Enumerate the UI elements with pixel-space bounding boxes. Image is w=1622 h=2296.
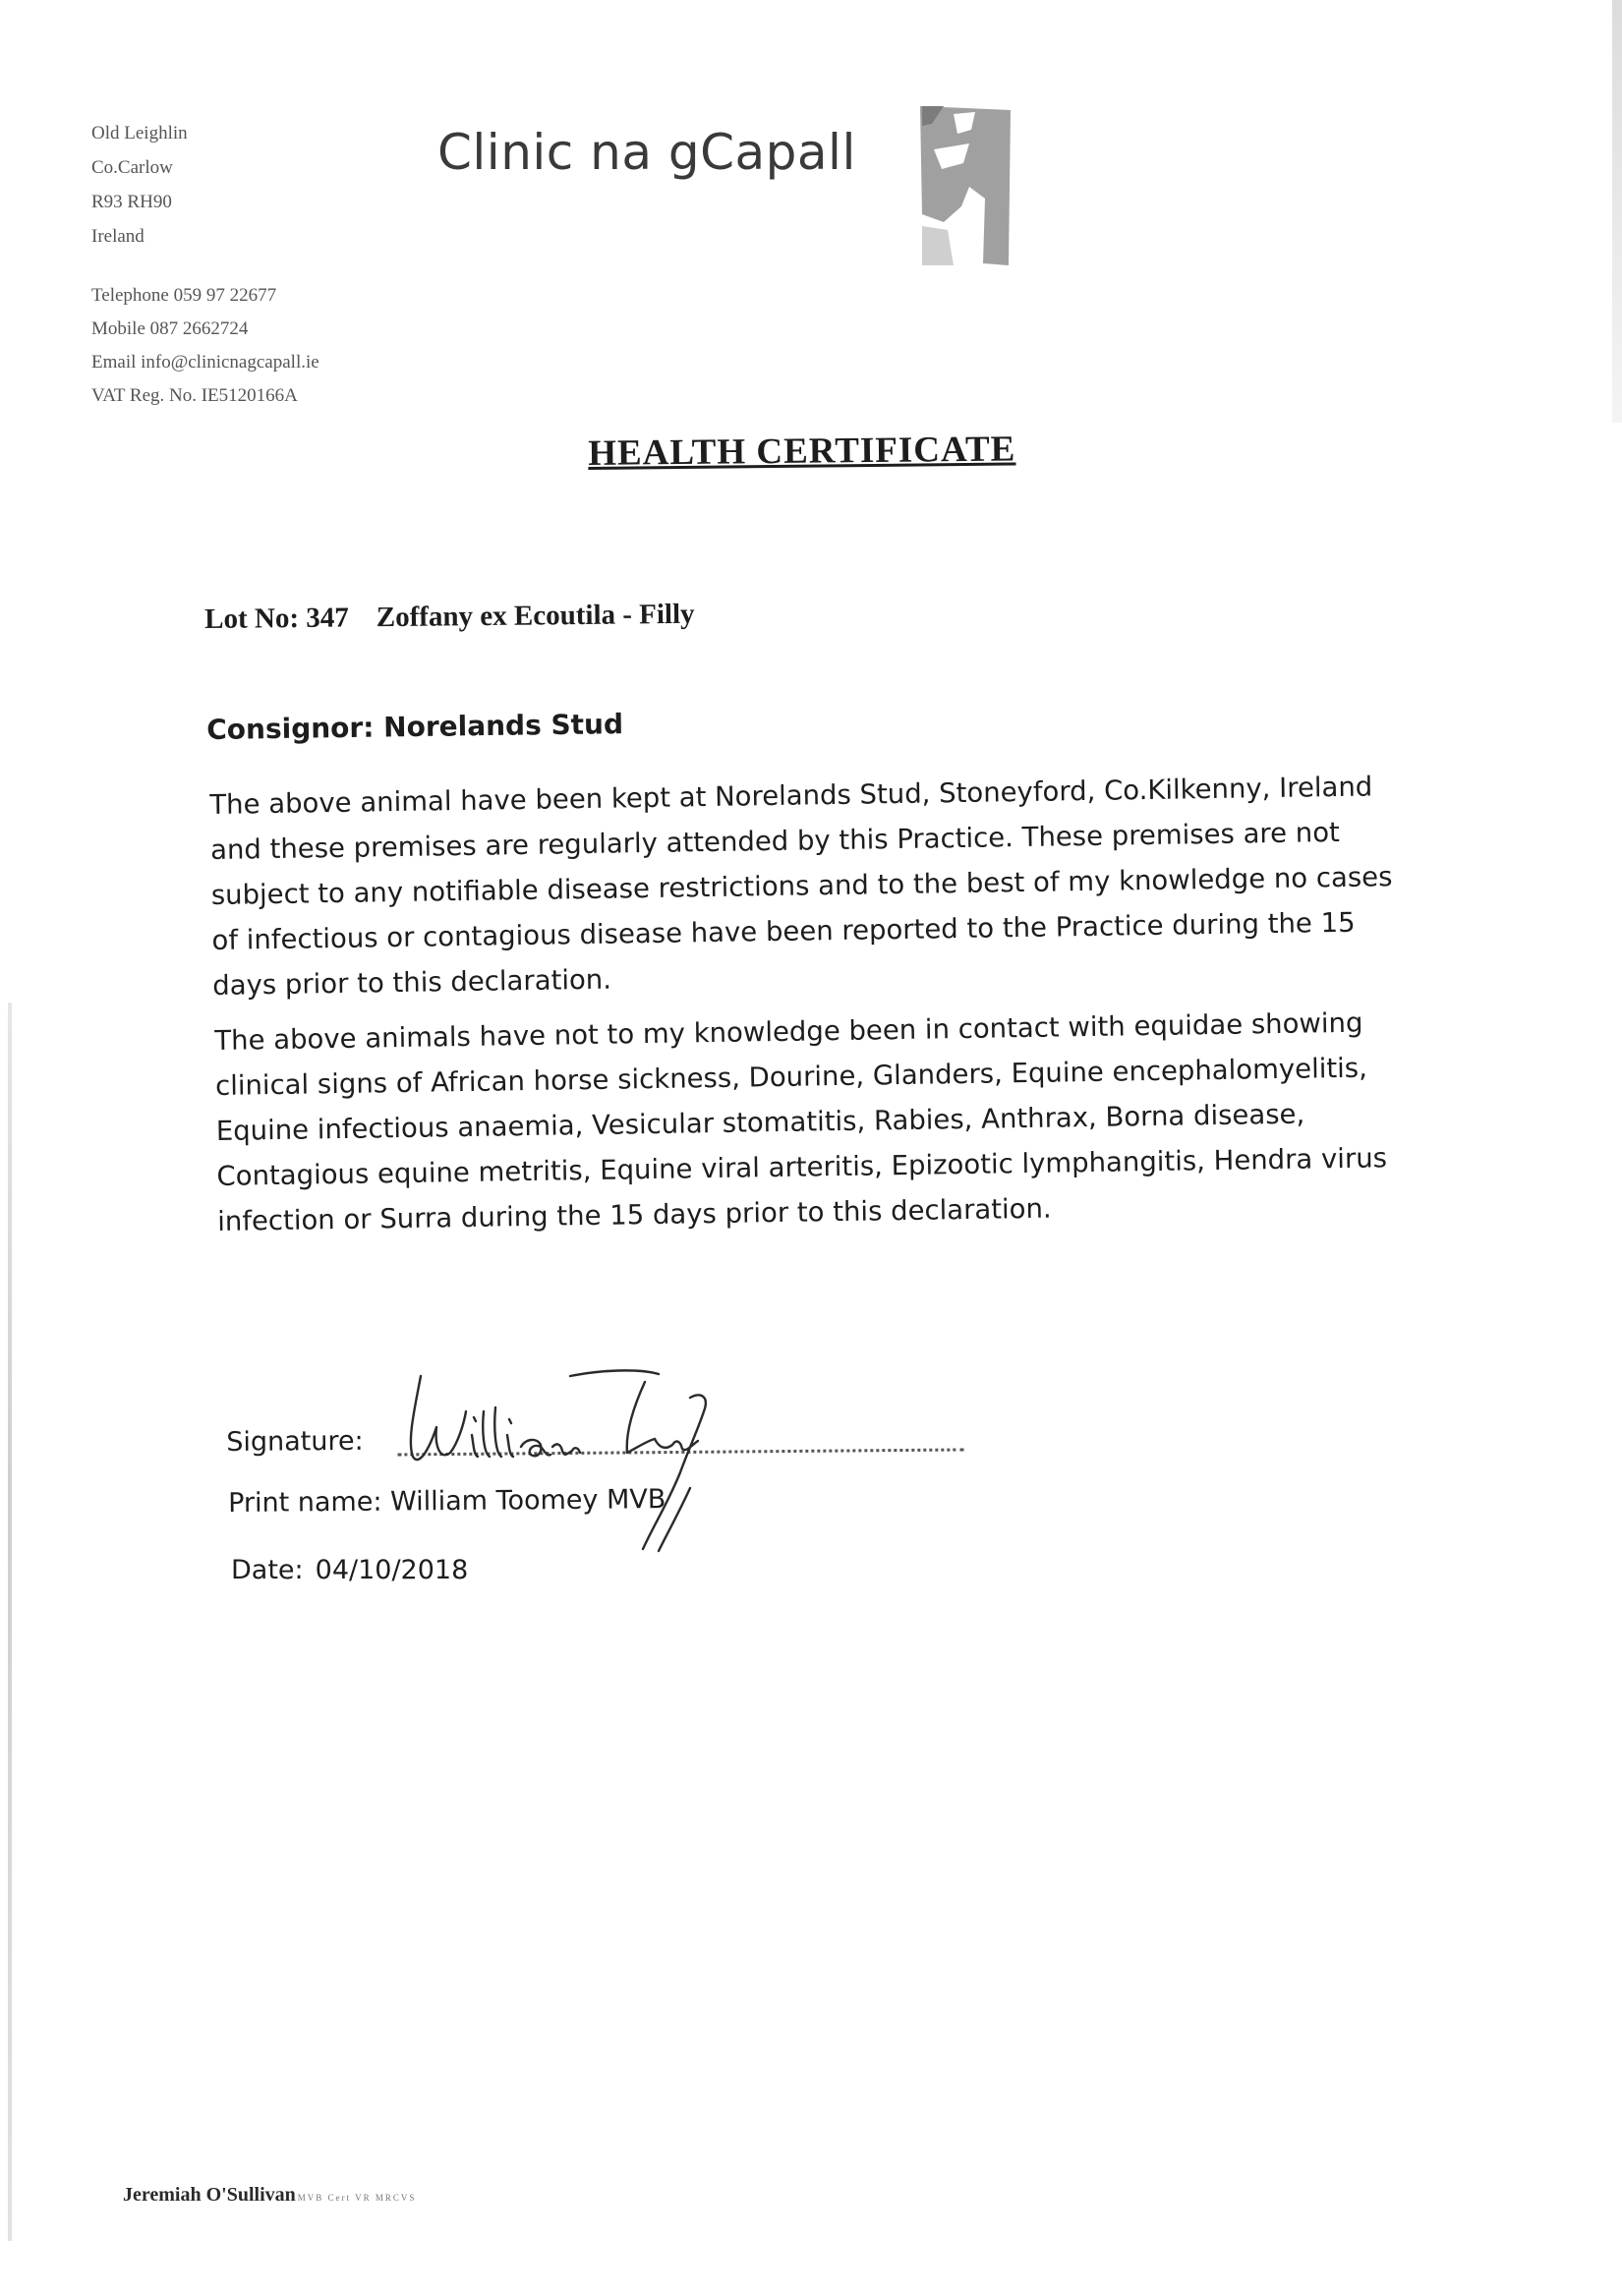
lot-line bbox=[204, 599, 695, 636]
footer-vet-qualifications: MVB Cert VR MRCVS bbox=[297, 2193, 417, 2203]
scan-edge-shadow-left bbox=[8, 1003, 12, 2241]
footer-vet-name: Jeremiah O'Sullivan bbox=[123, 2184, 296, 2206]
paragraph-line: days prior to this declaration. bbox=[212, 963, 612, 1002]
paragraph-line: The above animal have been kept at Norelands Stud, Stoneyford, Co.Kilkenny, Ireland bbox=[209, 771, 1373, 821]
paragraph-line: Contagious equine metritis, Equine viral arteritis, Epizootic lymphangitis, Hendra virus bbox=[216, 1142, 1388, 1192]
address-line: Old Leighlin bbox=[91, 123, 188, 144]
signature-label: Signature: bbox=[226, 1425, 364, 1458]
lot-number: Lot No: 347 bbox=[204, 602, 349, 635]
clinic-name: Clinic na gCapall bbox=[437, 124, 856, 181]
paragraph-line: The above animals have not to my knowledge been in contact with equidae showing bbox=[214, 1006, 1363, 1057]
certificate-title: HEALTH CERTIFICATE bbox=[588, 429, 1016, 474]
contact-email: Email info@clinicnagcapall.ie bbox=[91, 352, 319, 373]
paragraph-line: clinical signs of African horse sickness, Dourine, Glanders, Equine encephalomyelitis, bbox=[214, 1052, 1368, 1102]
premises-declaration-paragraph bbox=[209, 764, 1412, 1008]
date-label: Date: bbox=[231, 1555, 304, 1585]
handwritten-signature bbox=[364, 1356, 816, 1563]
lot-description: Zoffany ex Ecoutila - Filly bbox=[376, 598, 695, 634]
date-value: 04/10/2018 bbox=[315, 1555, 469, 1585]
address-line: Ireland bbox=[91, 226, 145, 247]
scan-edge-shadow-right bbox=[1612, 0, 1622, 423]
address-line: R93 RH90 bbox=[91, 192, 172, 212]
paragraph-line: subject to any notifiable disease restrictions and to the best of my knowledge no cases bbox=[210, 861, 1393, 911]
contact-telephone: Telephone 059 97 22677 bbox=[91, 285, 277, 306]
paragraph-line: Equine infectious anaemia, Vesicular stomatitis, Rabies, Anthrax, Borna disease, bbox=[215, 1098, 1305, 1147]
clinic-logo-icon bbox=[914, 104, 1014, 267]
address-line: Co.Carlow bbox=[91, 157, 173, 178]
date-line bbox=[231, 1555, 468, 1585]
footer-vet bbox=[123, 2184, 416, 2207]
contact-mobile: Mobile 087 2662724 bbox=[91, 318, 249, 339]
paragraph-line: infection or Surra during the 15 days prior to this declaration. bbox=[217, 1192, 1052, 1237]
contact-vat: VAT Reg. No. IE5120166A bbox=[91, 385, 298, 406]
clinic-contact bbox=[91, 279, 319, 413]
clinic-address bbox=[91, 116, 188, 254]
consignor-heading: Consignor: Norelands Stud bbox=[206, 708, 624, 746]
paragraph-line: and these premises are regularly attended by this Practice. These premises are not bbox=[209, 816, 1341, 866]
paragraph-line: of infectious or contagious disease have been reported to the Practice during the 15 bbox=[211, 906, 1356, 956]
print-name: Print name: William Toomey MVB bbox=[228, 1484, 666, 1519]
disease-contact-paragraph bbox=[214, 1000, 1417, 1244]
